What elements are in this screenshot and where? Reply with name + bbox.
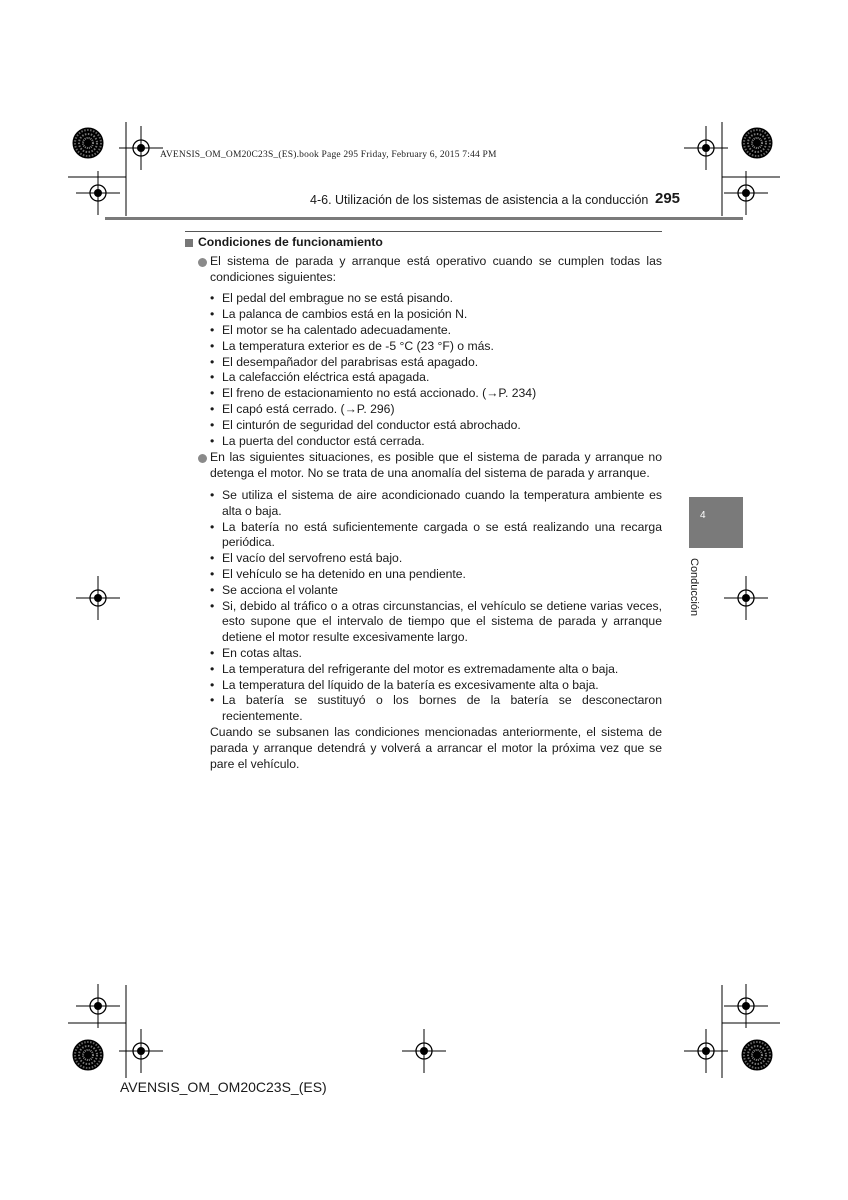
crosshair-mark-mid-right: [724, 576, 768, 620]
chapter-tab: [689, 497, 743, 548]
list-item: • La temperatura del refrigerante del motor es extremadamente alta o baja.: [210, 661, 619, 676]
circle-bullet-icon: [198, 258, 207, 267]
chapter-label: Conducción: [688, 558, 700, 617]
star-mark-top-right: [742, 128, 772, 158]
list-item: • El freno de estacionamiento no está accionado. (→P. 234): [210, 386, 537, 401]
list-item: • El vacío del servofreno está bajo.: [210, 551, 403, 566]
list-item: • Se utiliza el sistema de aire acondicionado cuando la temperatura ambiente es alta o baja.: [210, 487, 662, 518]
footer-code: AVENSIS_OM_OM20C23S_(ES): [120, 1079, 327, 1095]
heading-text: Condiciones de funcionamiento: [198, 235, 383, 249]
list-item: • La puerta del conductor está cerrada.: [210, 433, 425, 448]
crosshair-mark-bottom-center: [402, 1029, 446, 1073]
star-mark-bottom-right: [742, 1040, 772, 1070]
list-item: • La temperatura exterior es de -5 °C (23 °F) o más.: [210, 338, 494, 353]
crosshair-mark-bottom-left-a: [76, 984, 120, 1028]
page-number: 295: [655, 190, 681, 207]
square-bullet-icon: [185, 239, 193, 247]
content: [185, 235, 662, 772]
list-item: • El desempañador del parabrisas está apagado.: [210, 354, 479, 369]
condition-list-1: [185, 291, 662, 449]
closing-note: Cuando se subsanen las condiciones mencionadas anteriormente, el sistema de parada y arranque detendrá y volverá a arrancar el motor la próxima vez que se pare el vehículo.: [210, 724, 662, 771]
star-mark-top-left: [73, 128, 103, 158]
content-rule: [185, 231, 662, 232]
list-item: • Se acciona el volante: [210, 582, 338, 597]
crosshair-mark-bottom-right-a: [724, 984, 768, 1028]
list-item: • La temperatura del líquido de la batería es excesivamente alta o baja.: [210, 677, 599, 692]
list-item: • Si, debido al tráfico o a otras circunstancias, el vehículo se detiene varias veces, esto supone que el intervalo de tiempo que el sistema de parada y arranque detiene el motor resulte excesivamente largo.: [210, 598, 662, 645]
condition-item-text: El sistema de parada y arranque está operativo cuando se cumplen todas las condiciones siguientes:: [210, 253, 662, 284]
crosshair-mark-top-left-b: [76, 171, 120, 215]
list-item: • El motor se ha calentado adecuadamente.: [210, 322, 452, 337]
star-mark-bottom-left: [73, 1040, 103, 1070]
print-info: AVENSIS_OM_OM20C23S_(ES).book Page 295 Friday, February 6, 2015 7:44 PM: [160, 150, 497, 160]
list-item: • En cotas altas.: [210, 645, 302, 660]
condition-item-1: [185, 254, 662, 286]
chapter-number: 4: [700, 510, 706, 521]
section-heading: [185, 235, 662, 251]
list-item: • El capó está cerrado. (→P. 296): [210, 401, 395, 416]
list-item: • El pedal del embrague no se está pisando.: [210, 291, 454, 306]
list-item: • La batería se sustituyó o los bornes de la batería se desconectaron recientemente.: [210, 693, 662, 724]
header-rule: [105, 217, 743, 220]
crosshair-mark-bottom-right-b: [684, 1029, 728, 1073]
crosshair-mark-top-right-a: [684, 126, 728, 170]
condition-list-2: [185, 488, 662, 725]
condition-item-2: [185, 450, 662, 482]
crosshair-mark-mid-left: [76, 576, 120, 620]
condition-item-text: En las siguientes situaciones, es posible que el sistema de parada y arranque no detenga el motor. No se trata de una anomalía del sistema de parada y arranque.: [210, 450, 662, 481]
list-item: • El cinturón de seguridad del conductor está abrochado.: [210, 417, 521, 432]
section-header: 4-6. Utilización de los sistemas de asistencia a la conducción: [310, 193, 649, 207]
list-item: • El vehículo se ha detenido en una pendiente.: [210, 566, 466, 581]
list-item: • La palanca de cambios está en la posición N.: [210, 307, 468, 322]
crosshair-mark-top-right-b: [724, 171, 768, 215]
circle-bullet-icon: [198, 454, 207, 463]
list-item: • La calefacción eléctrica está apagada.: [210, 370, 430, 385]
list-item: • La batería no está suficientemente cargada o se está realizando una recarga periódica.: [210, 519, 662, 550]
